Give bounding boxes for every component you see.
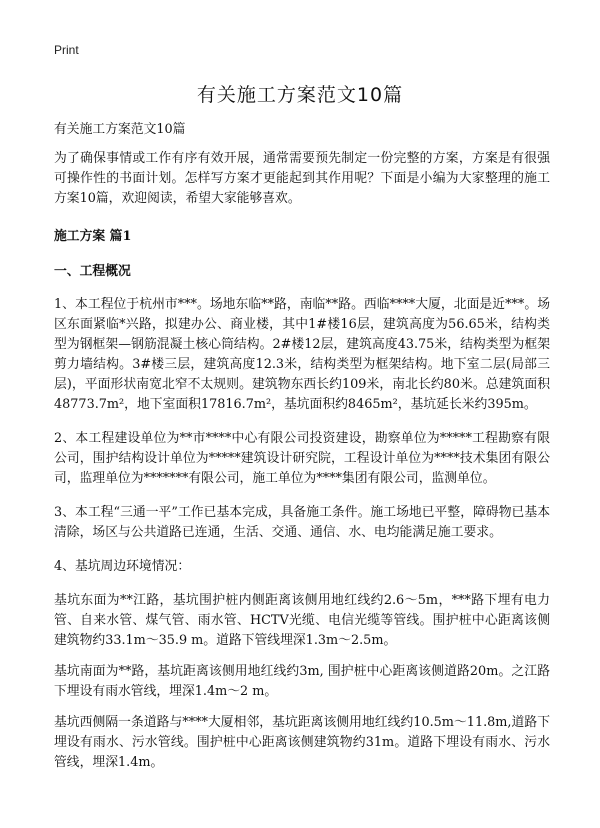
paragraph-location: 1、本工程位于杭州市***。场地东临**路，南临**路。西临****大厦，北面是近***。场区东面紧临*兴路，拟建办公、商业楼，其中1#楼16层，建筑高度为56.65米，结构类型为钢框架—钢筋混凝土核心筒结构。2#楼12层，建筑高度43.75米，结构类型为框架剪力墙结构。3#楼三层，建筑高度12.3米，结构类型为框架结构。地下室二层(局部三层)，平面形状南宽北窄不太规则。建筑物东西长约109米，南北长约80米。总建筑面积48773.7m²，地下室面积17816.7m²，基坑面积约8465m²，基坑延长米约395m。 — [54, 297, 550, 412]
paragraph-site-conditions: 3、本工程“三通一平”工作已基本完成，具备施工条件。施工场地已平整，障碍物已基本清除，场区与公共道路已连通，生活、交通、通信、水、电均能满足施工要求。 — [54, 505, 550, 540]
paragraph-units: 2、本工程建设单位为**市****中心有限公司投资建设，勘察单位为*****工程勘察有限公司，围护结构设计单位为*****建筑设计研究院，工程设计单位为****技术集团有限公司，监理单位为*******有限公司，施工单位为****集团有限公司，监测单位。 — [54, 431, 550, 486]
document-body — [54, 120, 550, 787]
print-label[interactable]: Print — [54, 43, 79, 57]
paragraph-surroundings-heading: 4、基坑周边环境情况： — [54, 559, 191, 574]
intro-paragraph: 为了确保事情或工作有序有效开展，通常需要预先制定一份完整的方案，方案是有很强可操作性的书面计划。怎样写方案才更能起到其作用呢？下面是小编为大家整理的施工方案10篇，欢迎阅读，希望大家能够喜欢。 — [54, 151, 550, 206]
section-heading: 施工方案 篇1 — [54, 229, 132, 244]
document-subtitle: 有关施工方案范文10篇 — [54, 122, 186, 137]
document-title: 有关施工方案范文10篇 — [196, 84, 404, 106]
paragraph-east-side: 基坑东面为**江路，基坑围护桩内侧距离该侧用地红线约2.6～5m，***路下埋有电力管、自来水管、煤气管、雨水管、HCTV光缆、电信光缆等管线。围护桩中心距离该侧建筑物约33.1m～35.9 m。道路下管线埋深1.3m～2.5m。 — [54, 593, 550, 648]
paragraph-west-side: 基坑西侧隔一条道路与****大厦相邻，基坑距离该侧用地红线约10.5m～11.8m,道路下埋设有雨水、污水管线。围护桩中心距离该侧建筑物约31m。道路下埋设有雨水、污水管线，埋深1.4m。 — [54, 715, 550, 770]
paragraph-south-side: 基坑南面为**路，基坑距离该侧用地红线约3m, 围护桩中心距离该侧道路20m。之江路下埋设有雨水管线，埋深1.4m～2 m。 — [54, 664, 550, 699]
sub-heading-project-overview: 一、工程概况 — [54, 264, 131, 279]
